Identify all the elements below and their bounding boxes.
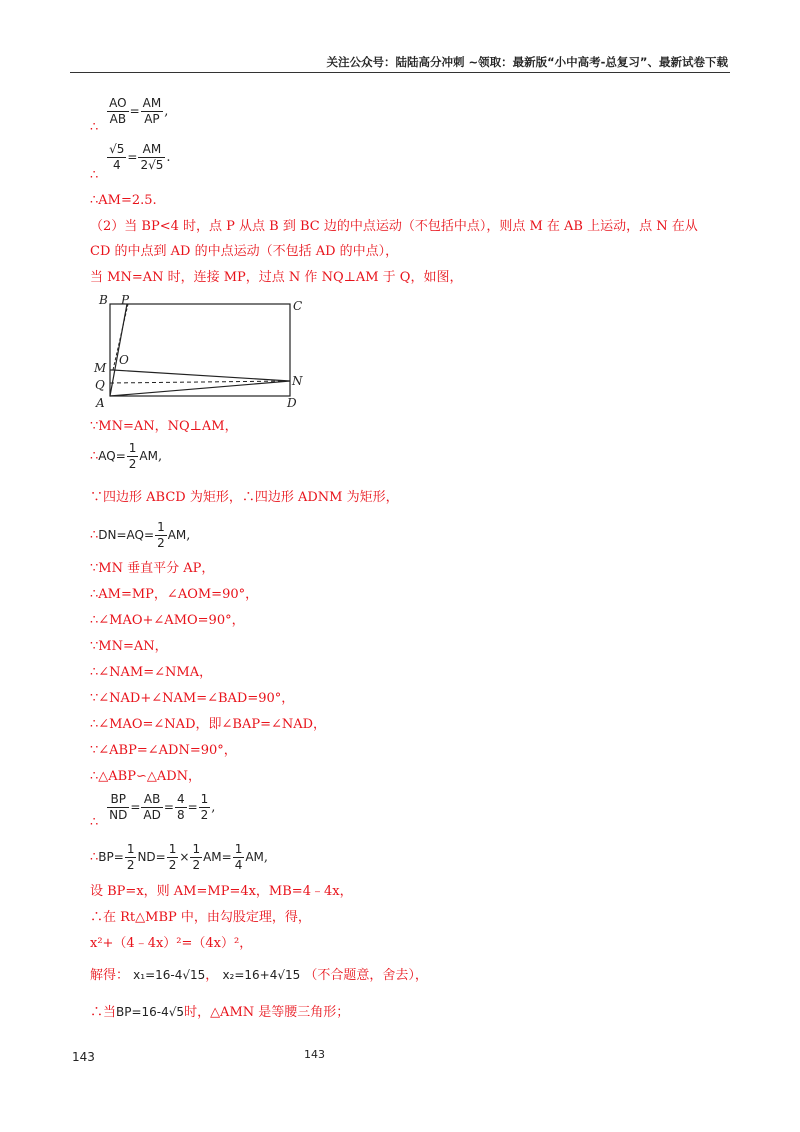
step-18: x²+（4﹣4x）²=（4x）²，	[90, 936, 253, 951]
step-11: ∴∠MAO=∠NAD，即∠BAP=∠NAD，	[90, 717, 327, 732]
segment-ap	[110, 304, 127, 396]
label-q: Q	[95, 378, 105, 392]
therefore-mark-3: ∴	[90, 815, 99, 830]
step-15: ∴BP= $\frac{1}{2}$ ND= $\frac{1}{2}$ × $\frac{1}{2}$ AM= $\frac{1}{4}$ AM,	[90, 842, 269, 872]
step-10: ∵∠NAD+∠NAM=∠BAD=90°，	[90, 691, 295, 706]
step-2: ∴AQ= $\frac{1}{2}$ AM,	[90, 441, 163, 471]
step-7: ∴∠MAO+∠AMO=90°，	[90, 613, 245, 628]
step-20: ∴当BP=16-4√5时，△AMN 是等腰三角形；	[90, 1005, 350, 1020]
geometry-figure	[85, 292, 315, 410]
part2-line1: （2）当 BP<4 时，点 P 从点 B 到 BC 边的中点运动（不包括中点），则点 M 在 AB 上运动，点 N 在从	[90, 219, 698, 234]
label-m: M	[94, 361, 107, 375]
step-3: ∵四边形 ABCD 为矩形，∴四边形 ADNM 为矩形，	[90, 490, 399, 505]
fraction-half: $\frac{1}{2}$	[128, 441, 137, 471]
label-b: B	[99, 293, 108, 307]
step-12: ∵∠ABP=∠ADN=90°，	[90, 743, 237, 758]
part2-line2: CD 的中点到 AD 的中点运动（不包括 AD 的中点），	[90, 244, 399, 259]
label-c: C	[293, 299, 303, 313]
therefore-mark-2: ∴	[90, 168, 99, 183]
label-p: P	[121, 293, 130, 307]
step-4: ∴DN=AQ= $\frac{1}{2}$ AM,	[90, 520, 191, 550]
part2-line3: 当 MN=AN 时，连接 MP，过点 N 作 NQ⊥AM 于 Q，如图，	[90, 270, 463, 285]
fraction-am-2sqrt5: $\frac{AM}{2√5}$	[140, 142, 164, 172]
step-14: $\frac{BP}{ND}$ = $\frac{AB}{AD}$ = $\frac{4}{8}$ = $\frac{1}{2}$ ,	[109, 792, 216, 822]
result-am: ∴AM=2.5.	[90, 193, 157, 208]
page-header	[70, 50, 730, 73]
step-19: 解得： x₁=16-4√15， x₂=16+4√15 （不合题意，舍去），	[90, 968, 428, 983]
step-1: ∵MN=AN，NQ⊥AM，	[90, 419, 238, 434]
page-number-center: 143	[304, 1048, 325, 1061]
equation-sqrt5: $\frac{√5}{4}$ = $\frac{AM}{2√5}$ .	[109, 142, 171, 172]
step-17: ∴在 Rt△MBP 中，由勾股定理，得，	[90, 910, 311, 925]
fraction-ao-ab: $\frac{AO}{AB}$	[109, 96, 127, 126]
label-n: N	[292, 374, 303, 388]
segment-mn	[113, 370, 290, 381]
fraction-half-2: $\frac{1}{2}$	[157, 520, 165, 550]
page-number-left: 143	[72, 1050, 95, 1064]
label-a: A	[96, 396, 105, 410]
fraction-am-ap: $\frac{AM}{AP}$	[142, 96, 162, 126]
step-5: ∵MN 垂直平分 AP，	[90, 561, 215, 576]
label-o: O	[119, 353, 129, 367]
step-6: ∴AM=MP，∠AOM=90°，	[90, 587, 259, 602]
therefore-mark: ∴	[90, 120, 99, 135]
step-16: 设 BP=x，则 AM=MP=4x，MB=4﹣4x，	[90, 884, 353, 899]
equation-ao-ab: $\frac{AO}{AB}$ = $\frac{AM}{AP}$ ,	[109, 96, 169, 126]
step-8: ∵MN=AN，	[90, 639, 168, 654]
rectangle-diagram	[85, 292, 315, 410]
step-13: ∴△ABP∽△ADN，	[90, 769, 202, 784]
label-d: D	[287, 396, 297, 410]
rectangle-abcd	[110, 304, 290, 396]
fraction-sqrt5-4: $\frac{√5}{4}$	[109, 142, 125, 172]
segment-an	[110, 381, 290, 396]
header-text: 关注公众号：陆陆高分冲刺 ~领取：最新版“小中高考-总复习”、最新试卷下载	[326, 55, 728, 69]
step-9: ∴∠NAM=∠NMA，	[90, 665, 213, 680]
